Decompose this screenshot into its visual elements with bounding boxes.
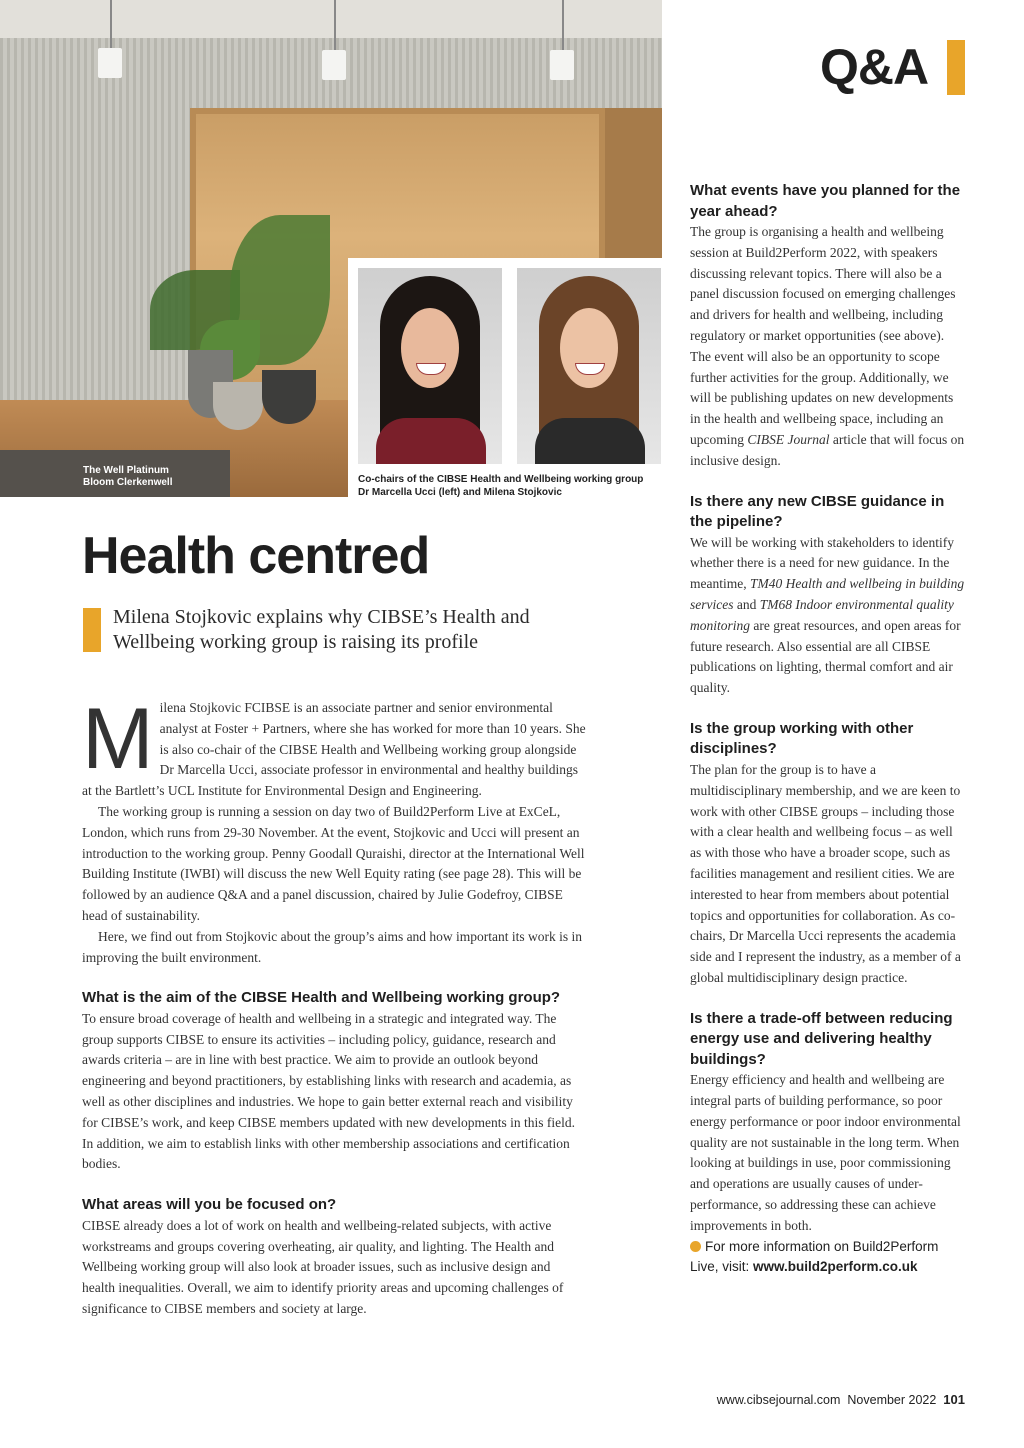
question-heading: Is there any new CIBSE guidance in the pipeline? (690, 492, 945, 531)
hero-caption-line: Bloom Clerkenwell (83, 477, 173, 488)
section-label: Q&A (820, 39, 929, 95)
planter (262, 370, 316, 424)
standfirst: Milena Stojkovic explains why CIBSE’s Health and Wellbeing working group is raising its profile (113, 606, 530, 653)
question-heading: Is the group working with other disciplines? (690, 719, 914, 758)
bullet-dot-icon (690, 1241, 701, 1252)
hero-caption (83, 465, 172, 489)
portrait-caption (358, 474, 658, 499)
intro-paragraph (82, 691, 586, 802)
portrait-caption-line: Dr Marcella Ucci (left) and Milena Stojkovic (358, 486, 562, 498)
pendant-lamp (98, 48, 122, 78)
page-number: 101 (943, 1392, 965, 1407)
accent-bar (947, 40, 965, 95)
answer-paragraph: We will be working with stakeholders to identify whether there is a need for new guidance. In the meantime, TM40 Health and wellbeing in building services and TM68 Indoor environmental quality monitoring are great resources, and open areas for future research. Also essential are all CIBSE publications on lighting, thermal comfort and air quality. (690, 534, 965, 696)
question-heading: Is there a trade-off between reducing energy use and delivering healthy buildings? (690, 1009, 953, 1068)
page-footer (695, 1392, 965, 1407)
portrait-caption-line: Co-chairs of the CIBSE Health and Wellbeing working group (358, 474, 644, 485)
footer-website[interactable]: www.cibsejournal.com (716, 1393, 841, 1407)
left-column (82, 691, 586, 1320)
info-link[interactable]: www.build2perform.co.uk (753, 1259, 918, 1275)
answer-paragraph: CIBSE already does a lot of work on health and wellbeing-related subjects, with active workstreams and groups covering overheating, air quality, and lighting. The Health and Wellbeing working group will also look at broader issues, such as inclusive design and health inequalities. Overall, we aim to identify priority areas and upcoming challenges of significance to CIBSE members and society at large. (82, 1217, 564, 1316)
question-heading: What is the aim of the CIBSE Health and Wellbeing working group? (82, 989, 561, 1007)
dropcap: M (82, 691, 154, 787)
publication-title: TM40 Health and wellbeing in building services (690, 576, 965, 612)
answer-paragraph: To ensure broad coverage of health and wellbeing in a strategic and integrated way. The group supports CIBSE to ensure its activities – including policy, guidance, research and awards criteria – are in line with best practice. We aim to provide an outlook beyond engineering and beyond practitioners, by establishing links with research and academia, as well as other disciplines and industries. We hope to gain better external reach and visibility for CIBSE’s work, and keep CIBSE members updated with new developments in this field. In addition, we aim to establish links with other membership associations and certification bodies. (82, 1010, 576, 1172)
question-heading: What areas will you be focused on? (82, 1196, 337, 1214)
intro-p1-text: ilena Stojkovic FCIBSE is an associate partner and senior environmental analyst at Foster + Partners, where she has worked for more than 10 years. She is also co-chair of the CIBSE Health and Wellbeing working group alongside Dr Marcella Ucci, associate professor in environmental and healthy buildings at the Bartlett’s UCL Institute for Environmental Design and Engineering. (82, 700, 586, 799)
portrait-photo-ucci (358, 268, 502, 464)
answer-paragraph: The group is organising a health and wellbeing session at Build2Perform 2022, with speakers discussing relevant topics. There will also be a panel discussion focused on emerging challenges and drivers for health and wellbeing, including regulatory or market opportunities (see above). The event will also be an opportunity to scope further activities for the group. Additionally, we will be publishing updates on new developments in the health and wellbeing space, including an upcoming CIBSE Journal article that will focus on inclusive design. (690, 224, 965, 468)
hero-caption-line: The Well Platinum (83, 465, 169, 476)
publication-title: TM68 Indoor environmental quality monitoring (690, 596, 954, 633)
article-title: Health centred (82, 527, 430, 585)
standfirst-accent-bar (83, 608, 101, 652)
publication-title: CIBSE Journal (747, 431, 830, 447)
answer-paragraph: The plan for the group is to have a multidisciplinary membership, and we are keen to work with other CIBSE groups – including those with a clear health and wellbeing focus – as well as with those who have a broader scope, such as facilities management and resilient cities. We are interested to hear from members about potential topics and opportunities for collaboration. As co-chairs, Dr Marcella Ucci represents the academia side and I represent the industry, as a member of a global multidisciplinary design practice. (690, 761, 961, 985)
pendant-lamp (322, 50, 346, 80)
intro-paragraph: The working group is running a session on day two of Build2Perform Live at ExCeL, London, which runs from 29-30 November. At the event, Stojkovic and Ucci will present an introduction to the working group. Penny Goodall Quraishi, director at the International Well Building Institute (IWBI) will discuss the new Well Equity rating (see page 28). This will be followed by an audience Q&A and a panel discussion, chaired by Julie Godefroy, CIBSE head of sustainability. (82, 803, 585, 923)
question-heading: What events have you planned for the year ahead? (690, 182, 961, 220)
pendant-lamp (550, 50, 574, 80)
footer-date: November 2022 (847, 1393, 937, 1407)
portraits-frame (348, 258, 662, 497)
portrait-photo-stojkovic (517, 268, 661, 464)
answer-paragraph: Energy efficiency and health and wellbeing are integral parts of building performance, so poor energy performance or poor indoor environmental quality are not sustainable in the long term. When looking at buildings in use, poor commissioning and operations are usually causes of under-performance, so addressing these can achieve improvements in both. (690, 1072, 961, 1233)
info-note: For more information on Build2Perform Live, visit: www.build2perform.co.uk (690, 1238, 939, 1275)
planter (213, 382, 263, 430)
right-column (690, 181, 965, 1278)
intro-paragraph: Here, we find out from Stojkovic about the group’s aims and how important its work is in improving the built environment. (82, 928, 583, 965)
